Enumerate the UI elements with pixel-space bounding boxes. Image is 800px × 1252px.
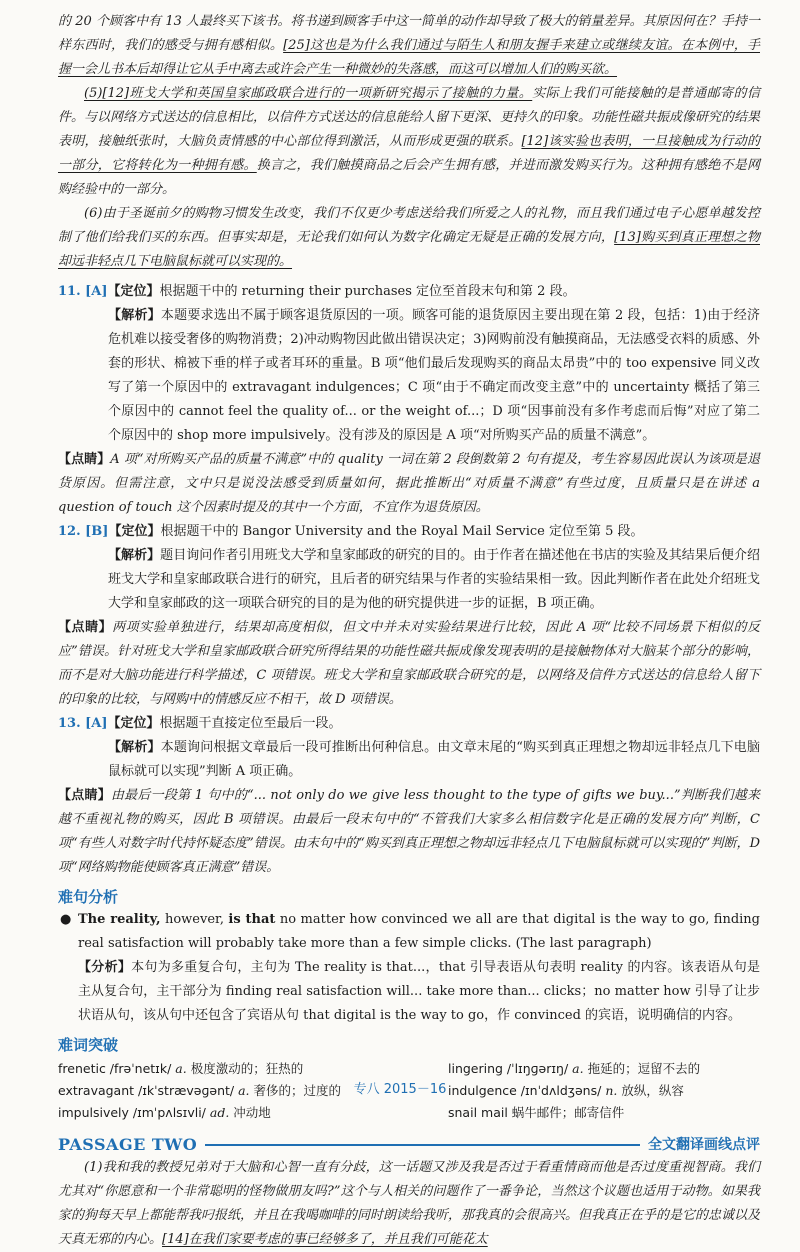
analysis-text: 本题询问根据文章最后一段可推断出何种信息。由文章末尾的“购买到真正理想之物却远非轻点几下电脑鼠标就可以实现”判断 A 项正确。 (108, 740, 760, 779)
analysis-tag: 【解析】 (108, 740, 161, 755)
difficult-sentence-analysis (58, 956, 760, 1028)
underlined-answer-text: [12]该实验也表明，一旦接触成为行动的一部分，它将转化为一种拥有感。 (58, 134, 760, 173)
vocab-pos: a. (175, 1061, 187, 1076)
vocab-pos: n. (605, 1083, 618, 1098)
tip-text: A 项“对所购买产品的质量不满意”中的 quality 一词在第 2 段倒数第 2 句有提及，考生容易因此误认为该项是退货原因。但需注意，文中只是说没法感受到质量如何，据此推断出“对质量不满意”有些过度，且质量只是在讲述 a question of touch 这个因素时提及的其中一个方面，不宜作为退货原因。 (58, 452, 760, 515)
vocab-word: indulgence /ɪnˈdʌldʒəns/ (448, 1083, 602, 1098)
locate-tag: 【定位】 (107, 284, 160, 299)
analysis-tag: 【解析】 (108, 548, 161, 563)
q12-tip (58, 616, 760, 712)
sentence-bold: The reality, (78, 912, 161, 927)
tip-tag: 【点睛】 (58, 620, 113, 635)
vocab-meaning: 放纵，纵容 (621, 1083, 684, 1098)
vocab-item (448, 1102, 760, 1124)
tip-tag: 【点睛】 (58, 452, 111, 467)
vocab-meaning: 蜗牛邮件；邮寄信件 (511, 1105, 625, 1120)
paragraph-5 (58, 82, 760, 202)
vocab-word: frenetic /frəˈnetɪk/ (58, 1061, 172, 1076)
vocab-pos: ad. (209, 1105, 230, 1120)
tip-text: 两项实验单独进行，结果却高度相似，但文中并未对实验结果进行比较，因此 A 项“比较不同场景下相似的反应”错误。针对班戈大学和皇家邮政联合研究所得结果的功能性磁共振成像发现表明的是接触物体对大脑某个部分的影响，而不是对大脑功能进行科学描述，C 项错误。班戈大学和皇家邮政联合研究的是，以网络及信件方式送达的信息给人留下的印象的比较，与网购中的情感反应不相干，故 D 项错误。 (58, 620, 760, 707)
vocab-word: lingering /ˈlɪŋɡərɪŋ/ (448, 1061, 569, 1076)
locate-text: 根据题干中的 returning their purchases 定位至首段末句和第 2 段。 (159, 284, 576, 299)
analysis-text: 本题要求选出不属于顾客退货原因的一项。顾客可能的退货原因主要出现在第 2 段，包括：1)由于经济危机难以接受奢侈的购物消费；2)冲动购物因此做出错误决定；3)网购前没有触摸商品，无法感受衣料的质感、外套的形状、棉被下垂的样子或者耳环的重量。B 项“他们最后发现购买的商品太昂贵”中的 too expensive 同义改写了第一个原因中的 extravagant indulgences；C 项“由于不确定而改变主意”中的 uncertainty 概括了第三个原因中的 cannot feel the quality of... or the weight of...；D 项“因事前没有多作考虑而后悔”对应了第二个原因中的 shop more impulsively。没有涉及的原因是 A 项“对所购买产品的质量不满意”。 (108, 308, 760, 443)
passage-subtitle: 全文翻译画线点评 (648, 1137, 760, 1153)
vocab-word: impulsively /ɪmˈpʌlsɪvli/ (58, 1105, 206, 1120)
vocab-pos: a. (572, 1061, 584, 1076)
vocab-item (448, 1058, 760, 1080)
q11-tip (58, 448, 760, 520)
analysis-tag: 【解析】 (108, 308, 161, 323)
q13-analysis (58, 736, 760, 784)
divider-line (205, 1144, 640, 1146)
page-footer: 专八 2015－16 (353, 1082, 447, 1097)
section-heading-difficult-sentence: 难句分析 (58, 888, 119, 906)
difficult-sentence (58, 908, 760, 956)
q12-analysis (58, 544, 760, 616)
question-number: 11. [A] (58, 284, 108, 299)
text-run: 换言之，我们触摸商品之后会产生拥有感，并进而激发购买行为。这种拥有感绝不是网购经验中的一部分。 (58, 158, 760, 197)
vocab-word: extravagant /ɪkˈstrævəɡənt/ (58, 1083, 235, 1098)
locate-text: 根据题干直接定位至最后一段。 (159, 716, 342, 731)
bullet-icon: ● (60, 912, 72, 927)
vocab-meaning: 冲动地 (233, 1105, 271, 1120)
locate-tag: 【定位】 (108, 524, 161, 539)
q11-locate (58, 280, 760, 304)
vocab-meaning: 拖延的；逗留不去的 (587, 1061, 701, 1076)
underlined-answer-text: [13]购买到真正理想之物却远非轻点几下电脑鼠标就可以实现的。 (58, 230, 760, 269)
q13-tip (58, 784, 760, 880)
paragraph-intro (58, 10, 760, 82)
text-run: (6)由于圣诞前夕的购物习惯发生改变，我们不仅更少考虑送给我们所爱之人的礼物，而且我们通过电子心愿单越发控制了他们给我们买的东西。但事实却是，无论我们如何认为数字化确定无疑是正确的发展方向， (58, 206, 760, 245)
q11-analysis (58, 304, 760, 448)
analysis-text: 题目询问作者引用班戈大学和皇家邮政的研究的目的。由于作者在描述他在书店的实验及其结果后便介绍班戈大学和皇家邮政联合进行的研究，且后者的研究结果与作者的实验结果相一致。因此判断作者在此处介绍班戈大学和皇家邮政的这一项联合研究的目的是为他的研究提供进一步的证据，B 项正确。 (108, 548, 760, 611)
underlined-answer-text: (5)[12]班戈大学和英国皇家邮政联合进行的一项新研究揭示了接触的力量。 (84, 86, 533, 101)
underlined-answer-text: [14]在我们家要考虑的事已经够多了，并且我们可能花太 (162, 1232, 488, 1247)
text-run: (1)我和我的教授兄弟对于大脑和心智一直有分歧，这一话题又涉及我是否过于看重情商而他是否过度重视智商。我们尤其对“你愿意和一个非常聪明的怪物做朋友吗?”这个与人相关的问题作了一番争论，当然这个议题也适用于动物。如果我家的狗每天早上都能帮我叼报纸，并且在我喝咖啡的同时朗读给我听，那我真的会很高兴。但我真正在乎的是它的忠诚以及天真无邪的内心。 (58, 1160, 761, 1247)
vocab-pos: a. (238, 1083, 250, 1098)
passage-header (58, 1134, 760, 1156)
sentence-bold: is that (228, 912, 276, 927)
text-run: 的 20 个顾客中有 13 人最终买下该书。将书递到顾客手中这一简单的动作却导致了极大的销量差异。其原因何在？手持一样东西时，我们的感受与拥有感相似。 (58, 14, 760, 53)
locate-text: 根据题干中的 Bangor University and the Royal Mail Service 定位至第 5 段。 (160, 524, 644, 539)
passage-title: PASSAGE TWO (58, 1135, 198, 1154)
question-number: 12. [B] (58, 524, 109, 539)
question-number: 13. [A] (58, 716, 108, 731)
paragraph-6 (58, 202, 760, 274)
q13-locate (58, 712, 760, 736)
underlined-answer-text: [25]这也是为什么我们通过与陌生人和朋友握手来建立或继续友谊。在本例中，手握一会儿书本后却得让它从手中离去或许会产生一种微妙的失落感，而这可以增加人们的购买欲。 (58, 38, 760, 77)
document-page (58, 10, 760, 1252)
vocab-meaning: 奢侈的；过度的 (253, 1083, 342, 1098)
vocab-word: snail mail (448, 1105, 508, 1120)
analysis-tag: 【分析】 (78, 960, 132, 975)
vocab-meaning: 极度激动的；狂热的 (190, 1061, 304, 1076)
sentence-text: however, (160, 912, 229, 927)
passage-paragraph-1 (58, 1156, 760, 1252)
tip-tag: 【点睛】 (58, 788, 111, 803)
vocab-item (58, 1058, 448, 1080)
vocab-item (58, 1102, 448, 1124)
tip-text: 由最后一段第 1 句中的“... not only do we give less thought to the type of gifts we buy...”判断我们越来越不重视礼物的购买，因此 B 项错误。由最后一段末句中的“不管我们大家多么相信数字化是正确的发展方向”判断，C 项“有些人对数字时代持怀疑态度”错误。由末句中的“购买到真正理想之物却远非轻点几下电脑鼠标就可以实现的”判断，D 项“网络购物能使顾客真正满意”错误。 (58, 788, 760, 875)
section-heading-vocabulary: 难词突破 (58, 1036, 119, 1054)
q12-locate (58, 520, 760, 544)
sentence-text: no matter how convinced we all are that digital is the way to go, finding real satisfaction will probably take more than a few simple clicks. (The last paragraph) (78, 912, 760, 951)
text-run: 实际上我们可能接触的是普通邮寄的信件。与以网络方式送达的信息相比，以信件方式送达的信息能给人留下更深、更持久的印象。功能性磁共振成像研究的结果表明，接触纸张时，大脑负责情感的中心部位得到激活，从而形成更强的联系。 (58, 86, 761, 149)
analysis-text: 本句为多重复合句，主句为 The reality is that...，that 引导表语从句表明 reality 的内容。该表语从句是主从复合句，主干部分为 finding real satisfaction will... take more than... clicks；no matter how 引导了让步状语从句，该从句中还包含了宾语从句 that digital is the way to go，作 convinced 的宾语，说明确信的内容。 (78, 960, 760, 1023)
locate-tag: 【定位】 (107, 716, 160, 731)
